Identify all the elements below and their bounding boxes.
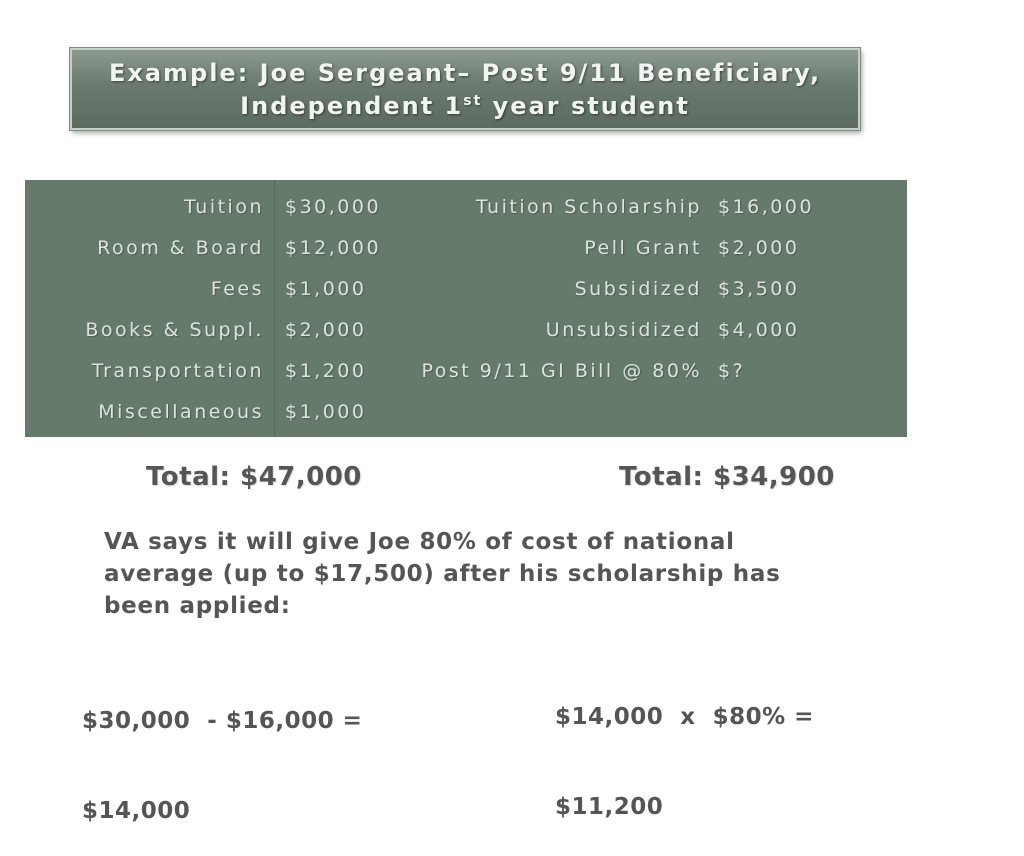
title-line-1: Example: Joe Sergeant– Post 9/11 Beneficiary, [108,59,822,87]
title-line-2-superscript: st [463,93,483,109]
calculation-left-expression: $30,000 - $16,000 = [82,708,363,734]
cost-value-transportation: $1,200 [285,360,367,382]
cost-label-miscellaneous: Miscellaneous [98,401,264,423]
cost-label-books: Books & Suppl. [85,319,264,341]
title-line-2-start: Independent 1 [240,92,464,120]
aid-label-tuition-scholarship: Tuition Scholarship [475,196,702,218]
slide-title [70,48,860,130]
cost-label-transportation: Transportation [91,360,264,382]
cost-value-books: $2,000 [285,319,367,341]
title-line-2-end: year student [482,92,690,120]
aid-label-unsubsidized: Unsubsidized [545,319,702,341]
cost-value-miscellaneous: $1,000 [285,401,367,423]
cost-label-fees: Fees [210,278,264,300]
aid-value-unsubsidized: $4,000 [718,319,800,341]
cost-total: Total: $47,000 [146,462,362,492]
aid-label-gi-bill: Post 9/11 GI Bill @ 80% [421,360,702,382]
aid-value-pell-grant: $2,000 [718,237,800,259]
aid-total: Total: $34,900 [619,462,835,492]
cost-label-tuition: Tuition [184,196,264,218]
calculation-left [82,646,362,856]
calculation-left-result: $14,000 [82,798,191,824]
aid-value-gi-bill: $? [718,360,746,382]
aid-label-subsidized: Subsidized [574,278,702,300]
va-explanation-text: VA says it will give Joe 80% of cost of national average (up to $17,500) after his scholarship has been applied: [104,529,781,619]
aid-label-pell-grant: Pell Grant [584,237,702,259]
cost-value-tuition: $30,000 [285,196,382,218]
aid-value-subsidized: $3,500 [718,278,800,300]
aid-value-tuition-scholarship: $16,000 [718,196,815,218]
calculation-right-expression: $14,000 x $80% = [555,704,814,730]
title-line-2 [72,90,858,123]
calculation-right-result: $11,200 [555,794,664,820]
cost-label-room-board: Room & Board [97,237,264,259]
cost-value-room-board: $12,000 [285,237,382,259]
table-column-divider [274,180,275,437]
calculation-right [555,642,814,852]
cost-value-fees: $1,000 [285,278,367,300]
